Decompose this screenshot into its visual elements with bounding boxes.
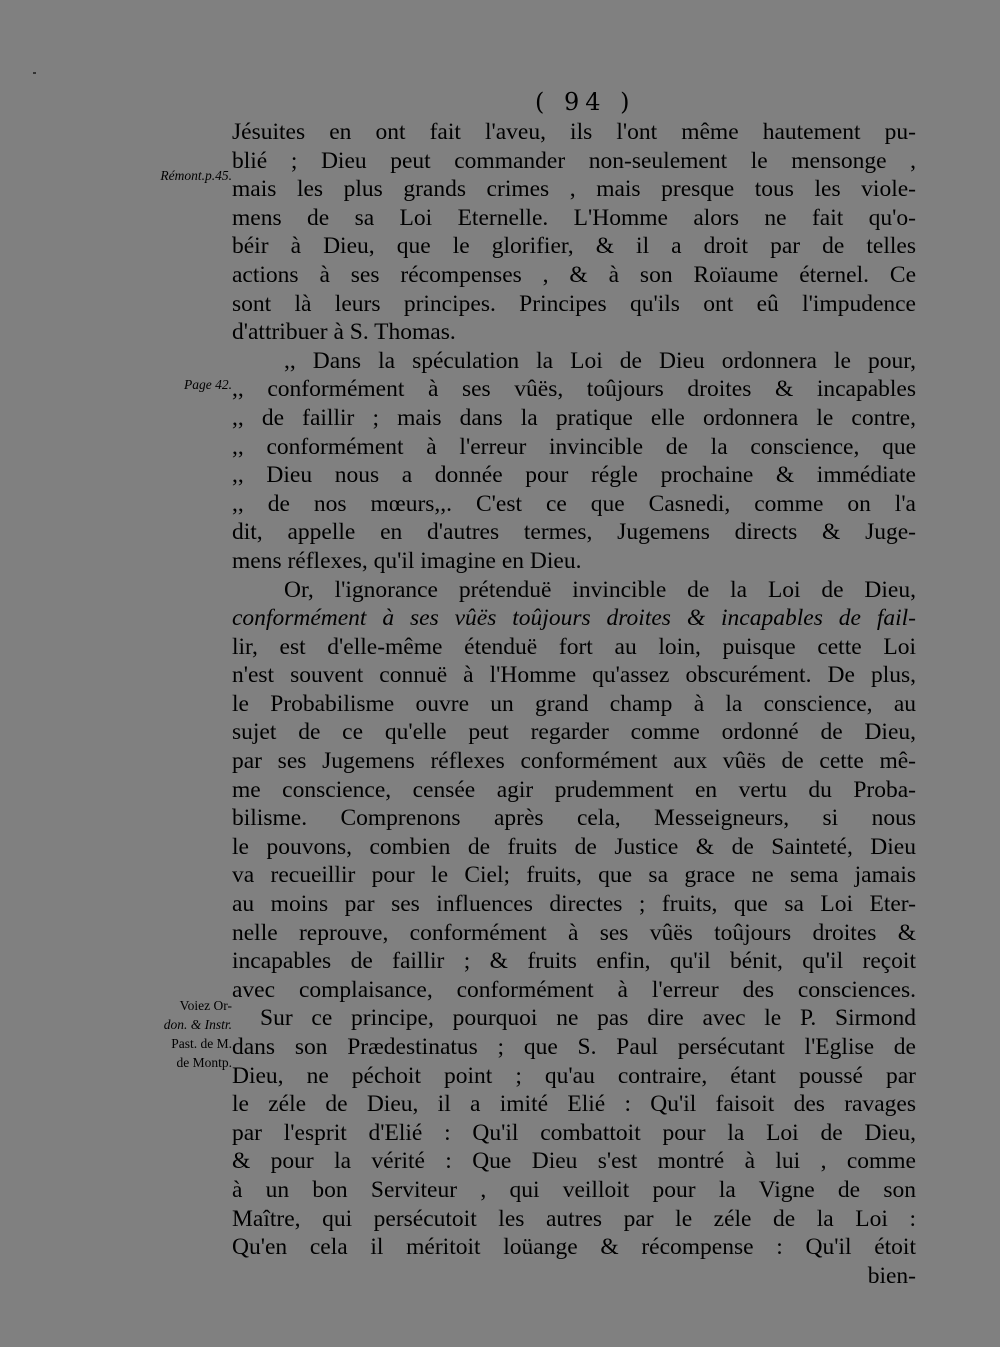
text-line-40: Qu'en cela il méritoit loüange & récompense : Qu'il étoit — [232, 1234, 916, 1261]
text-line-24: me conscience, censée agir prudemment en vertu du Proba- — [232, 776, 916, 803]
text-line-32: Sur ce principe, pourquoi ne pas dire avec le P. Sirmond — [260, 1005, 916, 1032]
text-line-1: Jésuites en ont fait l'aveu, ils l'ont même hautement pu- — [232, 119, 916, 145]
text-line-10: ,, conformément à ses vûës, toûjours droites & incapables — [232, 376, 916, 403]
text-line-15: dit, appelle en d'autres termes, Jugemens directs & Juge- — [232, 519, 916, 546]
text-line-29: nelle reprouve, conformément à ses vûës toûjours droites & — [232, 919, 916, 946]
margin-note-page-42-text: Page 42. — [184, 377, 232, 392]
text-line-16: mens réflexes, qu'il imagine en Dieu. — [232, 547, 582, 574]
text-line-2: blié ; Dieu peut commander non-seulement le mensonge , — [232, 147, 916, 174]
text-line-30: incapables de faillir ; & fruits enfin, qu'il bénit, qu'il reçoit — [232, 948, 916, 975]
text-line-34: Dieu, ne péchoit point ; qu'au contraire, étant poussé par — [232, 1062, 916, 1089]
text-line-35: le zéle de Dieu, il a imité Elié : Qu'il faisoit des ravages — [232, 1091, 916, 1118]
text-line-23: par ses Jugemens réflexes conformément aux vûës de cette mê- — [232, 748, 916, 775]
text-line-38: à un bon Serviteur , qui veilloit pour la Vigne de son — [232, 1176, 916, 1203]
text-line-13: ,, Dieu nous a donnée pour régle prochaine & immédiate — [232, 462, 916, 489]
margin-note-remont — [128, 166, 232, 185]
text-line-39: Maître, qui persécutoit les autres par le zéle de la Loi : — [232, 1205, 916, 1232]
text-line-27: va recueillir pour le Ciel; fruits, que sa grace ne sema jamais — [232, 862, 916, 889]
text-line-25: bilisme. Comprenons après cela, Messeigneurs, si nous — [232, 805, 916, 832]
text-line-17: Or, l'ignorance prétenduë invincible de la Loi de Dieu, — [284, 576, 916, 603]
text-line-36: par l'esprit d'Elié : Qu'il combattoit pour la Loi de Dieu, — [232, 1119, 916, 1146]
margin-note-voiez-line-3: Past. de M. — [171, 1036, 232, 1051]
text-line-5: béir à Dieu, que le glorifier, & il a droit par de telles — [232, 233, 916, 260]
text-line-37: & pour la vérité : Que Dieu s'est montré à lui , comme — [232, 1148, 916, 1175]
text-line-9: ,, Dans la spéculation la Loi de Dieu ordonnera le pour, — [284, 347, 916, 374]
text-line-7: sont là leurs principes. Principes qu'ils ont eû l'impudence — [232, 290, 916, 317]
text-line-14: ,, de nos mœurs,,. C'est ce que Casnedi, comme on l'a — [232, 490, 916, 517]
text-line-22: sujet de ce qu'elle peut regarder comme ordonné de Dieu, — [232, 719, 916, 746]
text-line-20: n'est souvent connuë à l'Homme qu'assez obscurément. De plus, — [232, 662, 916, 689]
text-line-8: d'attribuer à S. Thomas. — [232, 319, 456, 346]
text-line-18: conformément à ses vûës toûjours droites & incapables de fail- — [232, 605, 916, 632]
text-line-28: au moins par ses influences directes ; fruits, que sa Loi Eter- — [232, 891, 916, 918]
text-line-11: ,, de faillir ; mais dans la pratique elle ordonnera le contre, — [232, 404, 916, 431]
margin-note-voiez-line-2: don. & Instr. — [163, 1017, 232, 1032]
margin-note-remont-text: Rémont.p.45. — [160, 168, 232, 183]
text-line-3: mais les plus grands crimes , mais presque tous les viole- — [232, 176, 916, 203]
text-line-6: actions à ses récompenses , & à son Roïaume éternel. Ce — [232, 261, 916, 288]
margin-note-voiez-line-1: Voiez Or- — [179, 998, 232, 1013]
body-text — [232, 118, 916, 1290]
text-line-12: ,, conformément à l'erreur invincible de la conscience, que — [232, 433, 916, 460]
margin-note-voiez — [118, 996, 232, 1072]
text-line-31: avec complaisance, conformément à l'erreur des consciences. — [232, 976, 916, 1003]
text-line-19: lir, est d'elle-même étenduë fort au loin, puisque cette Loi — [232, 633, 916, 660]
margin-note-page-42 — [150, 375, 232, 394]
margin-note-voiez-line-4: de Montp. — [176, 1055, 232, 1070]
page-number: ( 94 ) — [535, 88, 636, 116]
stray-mark — [33, 72, 36, 74]
text-line-26: le pouvons, combien de fruits de Justice & de Sainteté, Dieu — [232, 833, 916, 860]
text-line-21: le Probabilisme ouvre un grand champ à la conscience, au — [232, 690, 916, 717]
text-line-4: mens de sa Loi Eternelle. L'Homme alors ne fait qu'o- — [232, 204, 916, 231]
catchword: bien- — [867, 1262, 916, 1289]
text-line-33: dans son Prædestinatus ; que S. Paul persécutant l'Eglise de — [232, 1034, 916, 1060]
